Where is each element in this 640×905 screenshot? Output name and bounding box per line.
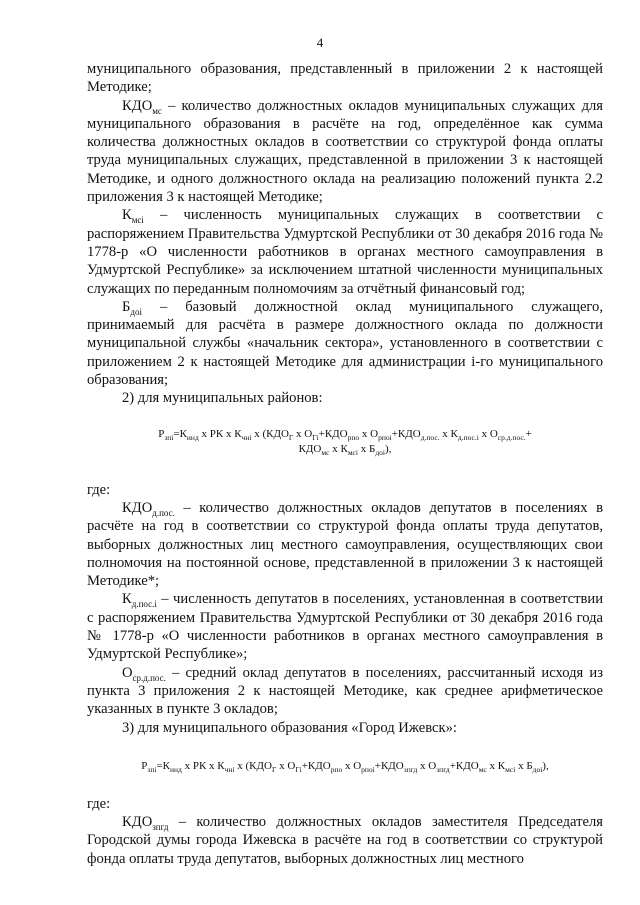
document-body (87, 60, 603, 868)
term-description: – базовый должностной оклад муниципального служащего, принимаемый для расчёта в размере должностного оклада по должности муниципальной службы «начальник сектора», установленного в соответствии с приложением 2 к настоящей Методике для администрации i-го муниципального образования; (87, 298, 603, 389)
term-subscript: мсi (131, 215, 144, 226)
term-description: – количество должностных окладов муниципальных служащих для муниципального образования в расчёте на год, определённое как сумма количества должностных окладов в соответствии со структурой фонда оплаты труда муниципальных служащих, представленной в приложении 3 к настоящей Методике, и одного должностного оклада на реализацию положений пункта 2.2 приложения 3 к настоящей Методике; (87, 97, 603, 206)
term-subscript: зпгд (152, 822, 169, 832)
list-item-2: 2) для муниципальных районов: (122, 390, 323, 407)
formula-municipal-districts (87, 427, 603, 457)
formula-line-1: $Р_{зпi}=К_{инд}$ х РК х $К_{чнi}$ х ($КДО_Г$ х $О_{Гi}+КДО_{рпо}$ х $О_{рпоi}+КДО_{д.пос.}$ х $К_{д.пос.i}$ х $О_{ср.д.пос.}+$ (158, 427, 532, 442)
term-symbol: КДО (122, 499, 153, 516)
formula-line-2: $КДО_{мс}$ х $К_{мсi}$ х $Б_{доi}$), (298, 442, 392, 457)
definition-b-doi (87, 298, 603, 389)
where-label: где: (87, 481, 111, 498)
term-symbol: К (122, 591, 132, 608)
term-subscript: доi (130, 306, 142, 317)
term-subscript: д.пос. (152, 507, 175, 518)
definition-k-msi (87, 206, 603, 297)
term-description: – количество должностных окладов депутатов в поселениях в расчёте на год в соответствии со структурой фонда оплаты труда депутатов, выборных должностных лиц местного самоуправления, осуществляющих свои полномочия на постоянной основе, представленной в приложении 3 к настоящей Методике*; (87, 499, 603, 590)
term-description: – средний оклад депутатов в поселениях, рассчитанный исходя из пункта 3 приложения 2 к настоящей Методике, как среднее арифметическое указанных в пункте 3 окладов; (87, 664, 603, 718)
term-symbol: Б (122, 298, 131, 315)
term-description: – количество должностных окладов заместителя Председателя Городской думы города Ижевска в расчёте на год в соответствии со структурой фонда оплаты труда депутатов, выборных должностных лиц местного (87, 814, 603, 867)
paragraph-continuation: муниципального образования, представленный в приложении 2 к настоящей Методике; (87, 61, 603, 96)
page-number: 4 (316, 35, 324, 50)
term-subscript: мс (152, 105, 162, 116)
term-subscript: д.пос.i (131, 599, 157, 610)
formula-izhevsk: $Р_{зпi}=К_{инд}$ х РК х $К_{чнi}$ х ($КДО_Г$ х $О_{Гi}+КДО_{рпо}$ х $О_{рпоi}+КДО_{зпгд}$ х $О_{зпгд}+КДО_{мс}$ х $К_{мсi}$ х $Б_{доi}$), (141, 759, 549, 774)
definition-kdo-dpos (87, 499, 603, 590)
term-symbol: КДО (122, 97, 153, 114)
definition-kdo-zpgd (87, 813, 603, 868)
term-description: – численность муниципальных служащих в соответствии с распоряжением Правительства Удмуртской Республики от 30 декабря 2016 года № 1778-р «О численности работников в органах местного самоуправления в Удмуртской Республике» за исключением штатной численности муниципальных служащих по переданным полномочиям за отчётный финансовый год; (87, 207, 603, 297)
list-item-3: 3) для муниципального образования «Город Ижевск»: (122, 719, 457, 736)
term-symbol: О (122, 664, 133, 681)
where-label-2: где: (87, 795, 111, 812)
term-description: – численность депутатов в поселениях, установленная в соответствии с распоряжением Правительства Удмуртской Республики от 30 декабря 2016 года № 1778-р «О численности работников в органах местного самоуправления в Удмуртской Республике»; (87, 591, 603, 663)
definition-o-srdpos (87, 664, 603, 719)
term-symbol: КДО (122, 814, 153, 831)
term-symbol: К (122, 207, 132, 224)
term-subscript: ср.д.пос. (132, 672, 166, 683)
definition-k-dposi (87, 590, 603, 663)
definition-kdo-ms (87, 97, 603, 207)
